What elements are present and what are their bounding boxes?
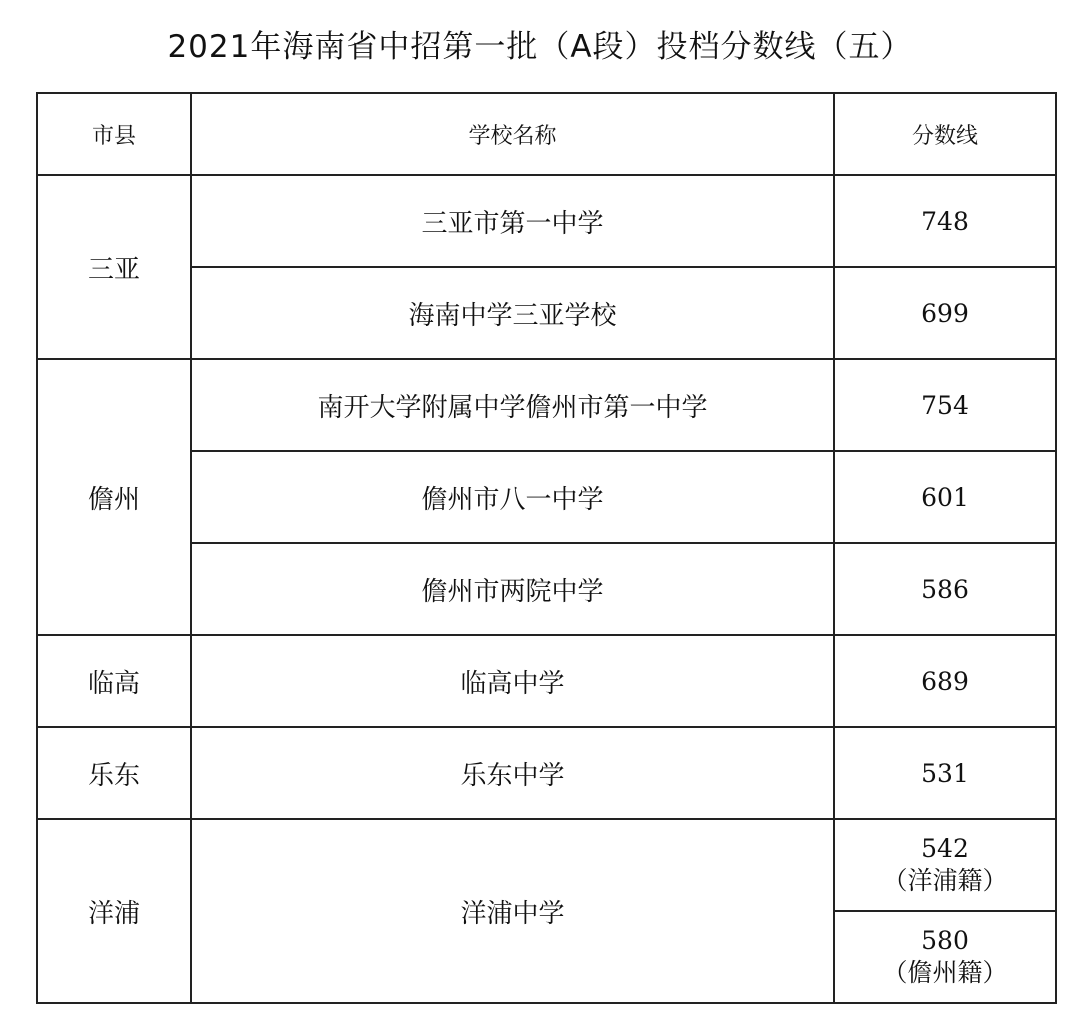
school-cell: 洋浦中学	[191, 819, 834, 1003]
city-cell: 乐东	[37, 727, 191, 819]
score-note: （ 儋州籍 ）	[835, 957, 1055, 989]
page-title: 2021年海南省中招第一批（A段）投档分数线（五）	[167, 29, 913, 65]
score-note: （ 洋浦籍 ）	[835, 865, 1055, 897]
table-row	[37, 359, 1056, 451]
table-row	[37, 175, 1056, 267]
table-row	[37, 635, 1056, 727]
header-score: 分数线	[834, 93, 1056, 175]
score-value: 542	[921, 834, 969, 863]
city-cell: 儋州	[37, 359, 191, 635]
score-cell	[834, 911, 1056, 1003]
school-cell: 海南中学三亚学校	[191, 267, 834, 359]
score-cell: 748	[834, 175, 1056, 267]
score-cell: 699	[834, 267, 1056, 359]
score-cell: 601	[834, 451, 1056, 543]
school-cell: 南开大学附属中学儋州市第一中学	[191, 359, 834, 451]
city-cell: 临高	[37, 635, 191, 727]
table-row	[37, 727, 1056, 819]
header-city: 市县	[37, 93, 191, 175]
score-cell: 754	[834, 359, 1056, 451]
score-cell	[834, 819, 1056, 911]
score-cell: 689	[834, 635, 1056, 727]
score-cell: 586	[834, 543, 1056, 635]
school-cell: 儋州市八一中学	[191, 451, 834, 543]
city-cell: 三亚	[37, 175, 191, 359]
header-school-name: 学校名称	[191, 93, 834, 175]
table-row	[37, 819, 1056, 911]
score-cell: 531	[834, 727, 1056, 819]
school-cell: 三亚市第一中学	[191, 175, 834, 267]
admission-score-table	[36, 92, 1057, 1004]
city-cell: 洋浦	[37, 819, 191, 1003]
school-cell: 乐东中学	[191, 727, 834, 819]
table-header-row	[37, 93, 1056, 175]
school-cell: 临高中学	[191, 635, 834, 727]
school-cell: 儋州市两院中学	[191, 543, 834, 635]
score-value: 580	[921, 926, 969, 955]
